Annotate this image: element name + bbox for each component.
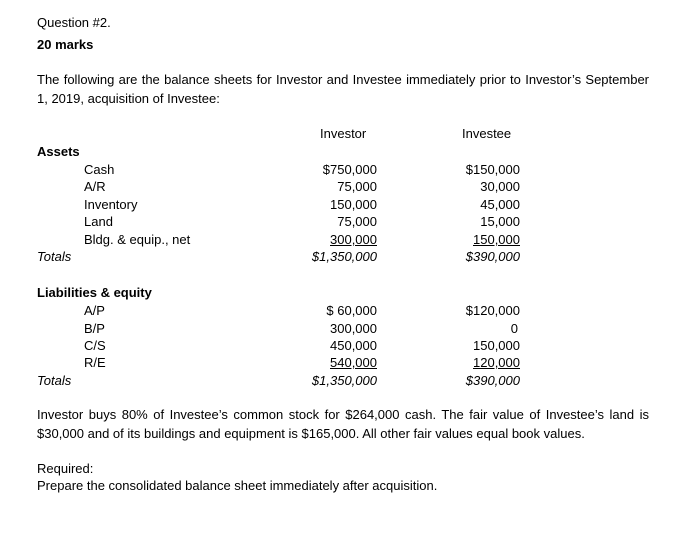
intro-paragraph: The following are the balance sheets for Investor and Investee immediately prior to Investor’s September 1, 2019, acquisition of Investee:: [37, 72, 649, 106]
asset-investee-ar: 30,000: [480, 179, 520, 194]
asset-investee-cash: $150,000: [465, 162, 520, 177]
liab-investor-ap: $ 60,000: [326, 303, 377, 318]
assets-total-investor: $1,350,000: [311, 249, 377, 264]
question-marks: 20 marks: [37, 37, 94, 52]
asset-investor-bldg: 300,000: [330, 232, 377, 247]
asset-investee-land: 15,000: [480, 214, 520, 229]
liab-label-re: R/E: [84, 355, 106, 370]
column-header-investee: Investee: [462, 126, 512, 141]
liabilities-total-investee: $390,000: [465, 373, 520, 388]
assets-header: Assets: [37, 144, 80, 159]
liab-label-bp: B/P: [84, 321, 105, 336]
liab-label-ap: A/P: [84, 303, 105, 318]
liab-investee-cs: 150,000: [473, 338, 520, 353]
question-title: Question #2.: [37, 15, 111, 30]
asset-investor-ar: 75,000: [337, 179, 377, 194]
liab-investee-ap: $120,000: [465, 303, 520, 318]
asset-investor-cash: $750,000: [322, 162, 377, 177]
asset-label-land: Land: [84, 214, 113, 229]
asset-label-bldg: Bldg. & equip., net: [84, 232, 191, 247]
liabilities-totals-label: Totals: [37, 373, 72, 388]
column-header-investor: Investor: [320, 126, 367, 141]
liab-investee-re: 120,000: [473, 355, 520, 370]
required-text: Prepare the consolidated balance sheet immediately after acquisition.: [37, 478, 438, 493]
liab-investee-bp: 0: [510, 321, 518, 336]
facts-paragraph: Investor buys 80% of Investee’s common stock for $264,000 cash. The fair value of Investee’s land is $30,000 and of its buildings and equipment is $165,000. All other fair values equal book values.: [37, 407, 649, 441]
assets-total-investee: $390,000: [465, 249, 520, 264]
asset-investee-inventory: 45,000: [480, 197, 520, 212]
asset-label-inventory: Inventory: [84, 197, 138, 212]
liab-investor-bp: 300,000: [330, 321, 377, 336]
required-label: Required:: [37, 461, 94, 476]
liab-investor-cs: 450,000: [330, 338, 377, 353]
asset-label-cash: Cash: [84, 162, 115, 177]
assets-totals-label: Totals: [37, 249, 72, 264]
asset-investee-bldg: 150,000: [473, 232, 520, 247]
liab-label-cs: C/S: [84, 338, 106, 353]
asset-investor-land: 75,000: [337, 214, 377, 229]
liabilities-total-investor: $1,350,000: [311, 373, 377, 388]
liab-investor-re: 540,000: [330, 355, 377, 370]
asset-investor-inventory: 150,000: [330, 197, 377, 212]
liabilities-header: Liabilities & equity: [37, 285, 152, 300]
asset-label-ar: A/R: [84, 179, 106, 194]
